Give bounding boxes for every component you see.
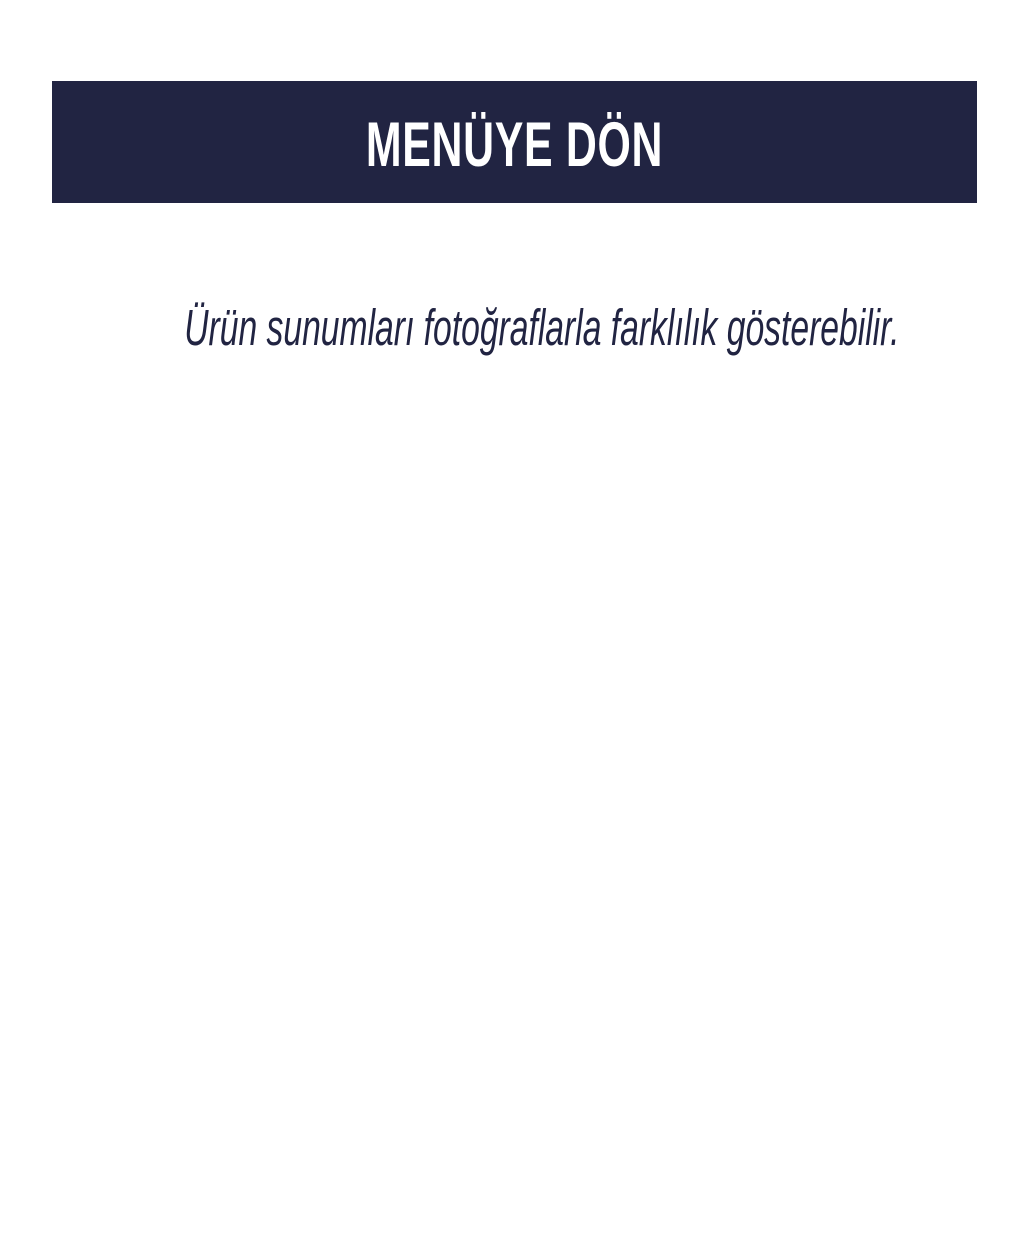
- return-to-menu-button[interactable]: [52, 81, 977, 203]
- product-disclaimer-text: Ürün sunumları fotoğraflarla farklılık gösterebilir.: [184, 299, 900, 356]
- product-disclaimer: [0, 297, 1020, 358]
- return-to-menu-label: MENÜYE DÖN: [365, 109, 664, 180]
